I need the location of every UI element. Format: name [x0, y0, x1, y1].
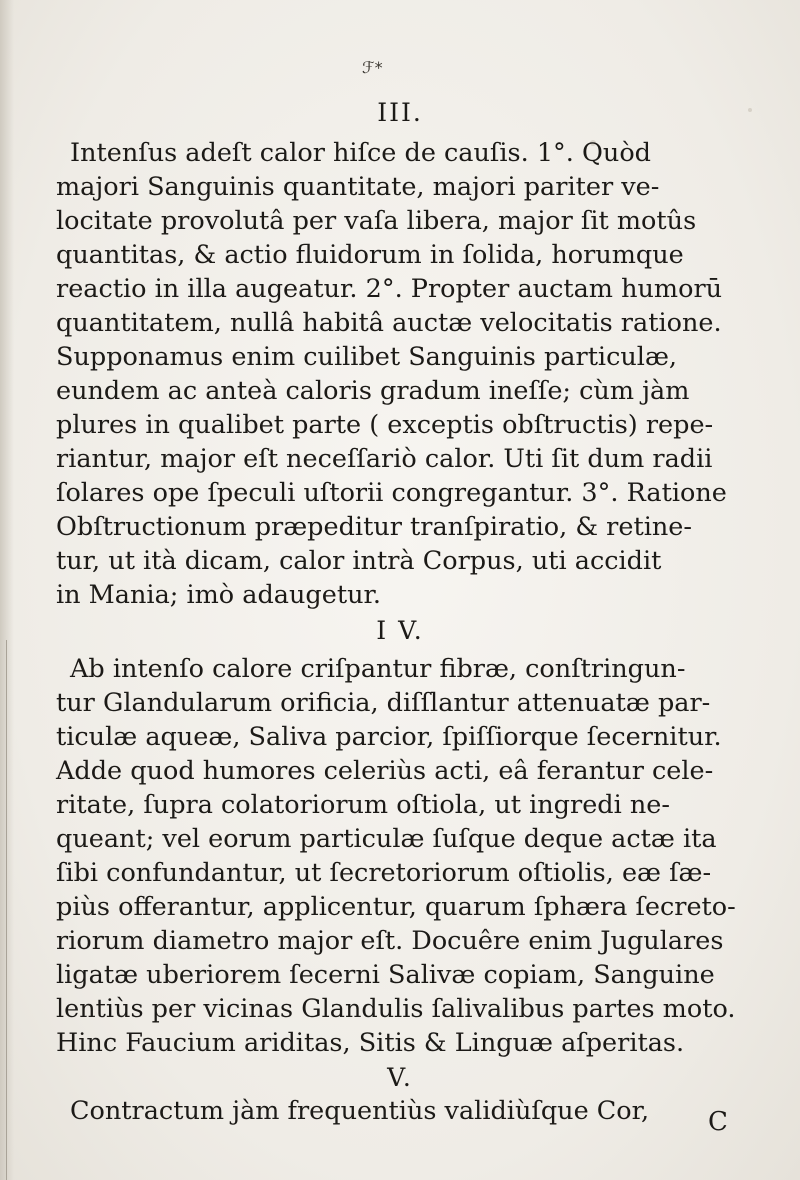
- page-ornament: ℱ*: [362, 58, 383, 77]
- text-line: quantitas, & actio fluidorum in ſolida, horumque: [56, 240, 684, 270]
- section-heading-v: V.: [387, 1063, 413, 1092]
- text-line: ſolares ope ſpeculi uſtorii congregantur. 3°. Ratione: [56, 478, 727, 508]
- section-heading-iii: III.: [377, 98, 423, 127]
- text-line: reactio in illa augeatur. 2°. Propter auctam humorū: [56, 274, 723, 304]
- text-line: ritate, ſupra colatoriorum oſtiola, ut ingredi ne-: [56, 790, 671, 820]
- text-line: ligatæ uberiorem ſecerni Salivæ copiam, Sanguine: [56, 960, 715, 990]
- text-line: Contractum jàm frequentiùs validiùſque Cor,: [70, 1096, 650, 1126]
- text-line: Obſtructionum præpeditur tranſpiratio, & retine-: [56, 512, 692, 542]
- text-line: Ab intenſo calore criſpantur fibræ, conſtringun-: [70, 654, 686, 684]
- text-line: ſibi confundantur, ut ſecretoriorum oſtiolis, eæ ſæ-: [56, 858, 712, 888]
- text-line: quantitatem, nullâ habitâ auctæ velocitatis ratione.: [56, 308, 722, 338]
- text-line: piùs offerantur, applicentur, quarum ſphæra ſecreto-: [56, 892, 736, 922]
- catchword: C: [708, 1107, 728, 1137]
- text-line: tur, ut ità dicam, calor intrà Corpus, uti accidit: [56, 546, 662, 576]
- text-line: tur Glandularum orificia, diſſlantur attenuatæ par-: [56, 688, 711, 718]
- text-line: Supponamus enim cuilibet Sanguinis particulæ,: [56, 342, 678, 372]
- text-line: locitate provolutâ per vaſa libera, major ſit motûs: [56, 206, 697, 236]
- text-line: majori Sanguinis quantitate, majori pariter ve-: [56, 172, 660, 202]
- text-line: Intenſus adeſt calor hiſce de cauſis. 1°. Quòd: [70, 138, 652, 168]
- text-line: in Mania; imò adaugetur.: [56, 580, 382, 610]
- text-line: lentiùs per vicinas Glandulis ſalivalibus partes moto.: [56, 994, 736, 1024]
- text-line: queant; vel eorum particulæ ſuſque deque actæ ita: [56, 824, 717, 854]
- text-line: riorum diametro major eſt. Docuêre enim Jugulares: [56, 926, 724, 956]
- text-line: eundem ac anteà caloris gradum ineſſe; cùm jàm: [56, 376, 690, 406]
- text-line: Hinc Faucium ariditas, Sitis & Linguæ aſperitas.: [56, 1028, 685, 1058]
- text-line: plures in qualibet parte ( exceptis obſtructis) repe-: [56, 410, 714, 440]
- text-line: riantur, major eſt neceſſariò calor. Uti ſit dum radii: [56, 444, 713, 474]
- section-heading-iv: I V.: [376, 616, 424, 645]
- text-line: ticulæ aqueæ, Saliva parcior, ſpiſſiorque ſecernitur.: [56, 722, 722, 752]
- text-line: Adde quod humores celeriùs acti, eâ ferantur cele-: [56, 756, 714, 786]
